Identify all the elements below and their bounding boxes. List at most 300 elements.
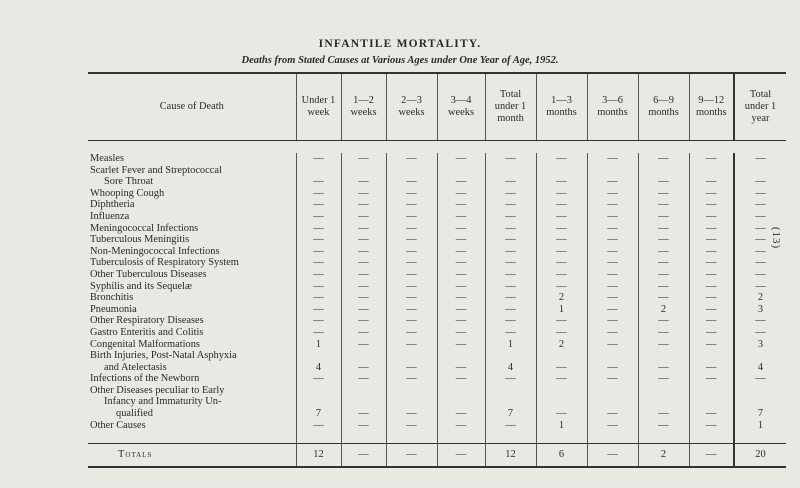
cause-label: Gastro Enteritis and Colitis [90,326,204,338]
cell-value: — [485,304,536,316]
cell-value [689,165,734,177]
cell-value [587,385,638,397]
cause-label: Pneumonia [90,303,137,315]
cause-label: Birth Injuries, Post-Natal Asphyxia [90,350,237,362]
total-value: — [689,444,734,468]
cell-value: — [689,327,734,339]
cause-label: Infancy and Immaturity Un- [104,396,222,408]
cell-value: — [386,339,437,351]
cell-value: — [386,373,437,385]
cell-value: — [341,269,386,281]
cell-value: 7 [296,408,341,420]
cell-value: — [587,362,638,374]
cell-value: — [296,420,341,432]
cell-value: 4 [734,362,786,374]
table-body [88,141,786,468]
cell-value: — [485,257,536,269]
cell-value: — [587,408,638,420]
total-value: 2 [638,444,689,468]
page-subtitle: Deaths from Stated Causes at Various Ages under One Year of Age, 1952. [241,55,559,66]
cell-value: — [734,234,786,246]
cell-value [587,165,638,177]
page-title: INFANTILE MORTALITY. [318,38,482,50]
cell-value: — [638,188,689,200]
cell-value: — [341,223,386,235]
total-value: 6 [536,444,587,468]
cell-value: — [485,315,536,327]
cell-value [341,385,386,397]
cell-value: — [386,420,437,432]
cell-value [536,385,587,397]
cell-value: — [437,153,485,165]
cell-value: — [296,176,341,188]
cell-value [734,350,786,362]
cell-value: — [296,292,341,304]
cell-value: — [296,304,341,316]
cell-value: — [485,327,536,339]
cell-value: — [386,304,437,316]
cell-value: — [386,362,437,374]
cell-value: — [734,281,786,293]
table-row [88,350,786,362]
cell-value: — [437,339,485,351]
cell-value: — [536,327,587,339]
cell-value [638,350,689,362]
cell-value: — [587,199,638,211]
cell-value: — [485,176,536,188]
cell-value: — [386,269,437,281]
cell-value: — [638,223,689,235]
cell-value: — [536,234,587,246]
cell-value: — [341,315,386,327]
total-value: — [587,444,638,468]
cell-value: — [638,257,689,269]
cause-label: Meningococcal Infections [90,222,199,234]
cell-value: — [386,327,437,339]
cell-value: — [734,257,786,269]
cell-value: — [734,327,786,339]
total-value: 12 [485,444,536,468]
cell-value: 7 [734,408,786,420]
cell-value: 3 [734,304,786,316]
cell-value: — [437,373,485,385]
cause-label: Whooping Cough [90,187,165,199]
cell-value: — [587,420,638,432]
cell-value: — [386,199,437,211]
cell-value: — [734,211,786,223]
cause-label: Other Causes [90,419,146,431]
cell-value [536,396,587,408]
cell-value [437,350,485,362]
table-row [88,257,786,269]
cell-value: — [296,315,341,327]
cell-value: — [296,281,341,293]
table-row [88,315,786,327]
cell-value [734,385,786,397]
cell-value: — [587,234,638,246]
cell-value: — [485,281,536,293]
cell-value: — [341,327,386,339]
cell-value: — [437,420,485,432]
cell-value: — [689,188,734,200]
table-row [88,420,786,432]
cell-value [341,396,386,408]
cell-value [296,350,341,362]
cell-value [638,385,689,397]
cell-value: — [587,269,638,281]
cell-value: — [689,211,734,223]
cause-label: Scarlet Fever and Streptococcal [90,164,222,176]
cell-value: 2 [536,339,587,351]
cell-value: — [638,199,689,211]
table-row [88,211,786,223]
cell-value: — [437,315,485,327]
table-row [88,327,786,339]
column-header: 3—4 weeks [437,73,485,141]
cause-label: Sore Throat [104,176,154,188]
cell-value: — [638,315,689,327]
cell-value: — [386,211,437,223]
column-header: Total under 1 month [485,73,536,141]
cell-value: — [536,362,587,374]
cell-value: — [536,269,587,281]
cell-value: — [638,339,689,351]
total-value: 20 [734,444,786,468]
cell-value: 1 [485,339,536,351]
cell-value: — [638,420,689,432]
cause-label: Other Tuberculous Diseases [90,268,207,280]
cell-value: — [296,223,341,235]
cell-value: 4 [296,362,341,374]
cell-value: — [341,211,386,223]
column-header: Total under 1 year [734,73,786,141]
cell-value: — [536,246,587,258]
cell-value: — [689,339,734,351]
cell-value: — [536,281,587,293]
cell-value: — [386,234,437,246]
cell-value: — [587,304,638,316]
cell-value: — [536,199,587,211]
cell-value [485,385,536,397]
cell-value: — [437,327,485,339]
cell-value: — [386,292,437,304]
cell-value: — [638,269,689,281]
total-value: 12 [296,444,341,468]
cell-value: — [485,188,536,200]
cell-value [734,396,786,408]
cell-value: 4 [485,362,536,374]
cell-value: — [587,373,638,385]
cell-value: — [485,246,536,258]
cell-value: — [734,373,786,385]
cell-value: 3 [734,339,786,351]
cell-value [734,165,786,177]
column-header: 9—12 months [689,73,734,141]
cell-value: — [437,223,485,235]
cell-value: — [386,188,437,200]
cell-value: — [341,246,386,258]
cell-value: — [689,315,734,327]
cell-value [386,385,437,397]
cell-value: — [437,257,485,269]
cell-value: 1 [734,420,786,432]
cell-value: — [386,223,437,235]
cell-value: — [689,153,734,165]
cell-value: — [638,327,689,339]
cell-value: — [734,269,786,281]
cell-value: — [638,234,689,246]
cell-value: — [485,199,536,211]
cell-value: — [587,176,638,188]
cell-value [485,165,536,177]
cell-value: — [341,199,386,211]
cell-value: — [485,420,536,432]
cell-value: — [638,246,689,258]
cell-value [485,350,536,362]
cell-value [437,385,485,397]
cell-value: — [296,153,341,165]
cell-value: — [536,257,587,269]
cell-value: — [638,408,689,420]
cell-value: — [386,246,437,258]
cell-value: — [386,153,437,165]
cell-value: — [341,153,386,165]
cell-value: — [587,153,638,165]
cell-value: — [437,269,485,281]
table-row [88,396,786,408]
cell-value: — [341,281,386,293]
cell-value: — [689,246,734,258]
cell-value: — [587,339,638,351]
cell-value [386,165,437,177]
cell-value: — [638,153,689,165]
cell-value: — [485,292,536,304]
table-row [88,269,786,281]
cell-value: — [437,246,485,258]
cell-value: — [341,420,386,432]
cause-label: Tuberculosis of Respiratory System [90,257,239,269]
table-row [88,199,786,211]
cell-value: — [638,362,689,374]
cell-value [638,165,689,177]
cell-value: — [689,176,734,188]
cause-label: Other Diseases peculiar to Early [90,384,225,396]
cell-value: — [689,292,734,304]
cell-value: — [341,257,386,269]
table-row [88,408,786,420]
table-row [88,165,786,177]
cell-value: — [689,269,734,281]
header-row [88,73,786,141]
cause-label: Influenza [90,210,130,222]
table-row [88,281,786,293]
cell-value: — [536,315,587,327]
total-value: — [386,444,437,468]
cell-value: — [437,304,485,316]
cell-value [587,350,638,362]
column-header: 3—6 months [587,73,638,141]
cell-value: — [638,176,689,188]
cell-value: — [587,281,638,293]
table-row [88,339,786,351]
total-value: — [437,444,485,468]
cell-value: — [296,246,341,258]
cause-label: and Atelectasis [104,361,167,373]
cell-value: — [437,281,485,293]
cell-value: — [341,234,386,246]
cell-value: — [485,211,536,223]
cell-value [296,396,341,408]
cell-value: — [689,373,734,385]
cell-value [485,396,536,408]
cell-value: — [536,188,587,200]
totals-row [88,444,786,468]
cell-value: — [689,408,734,420]
cell-value: 2 [638,304,689,316]
cell-value: — [341,188,386,200]
table-row [88,385,786,397]
column-header: 1—2 weeks [341,73,386,141]
cell-value [341,350,386,362]
column-header: Cause of Death [88,73,296,141]
cell-value: — [587,292,638,304]
cell-value: — [341,408,386,420]
table-row [88,153,786,165]
cause-label: Congenital Malformations [90,338,200,350]
cell-value: — [341,373,386,385]
totals-label: Totals [88,444,296,468]
cell-value [341,165,386,177]
cell-value: — [536,153,587,165]
cell-value: — [437,408,485,420]
cell-value: — [689,223,734,235]
cell-value: — [485,373,536,385]
table-row [88,373,786,385]
cell-value: — [536,373,587,385]
cell-value: — [485,153,536,165]
cell-value: — [341,339,386,351]
cell-value: — [341,176,386,188]
cell-value [386,350,437,362]
cell-value [689,350,734,362]
cell-value: — [437,188,485,200]
cell-value [296,385,341,397]
cause-label: Diphtheria [90,199,135,211]
cell-value: — [437,234,485,246]
cell-value: — [689,304,734,316]
cell-value: — [689,199,734,211]
cell-value: — [386,281,437,293]
cell-value: — [734,315,786,327]
cell-value: 2 [734,292,786,304]
cell-value [638,396,689,408]
table-row [88,223,786,235]
cell-value: — [386,408,437,420]
cause-label: Infections of the Newborn [90,373,200,385]
total-value: — [341,444,386,468]
page-number: (13) [770,226,783,250]
cell-value: — [296,327,341,339]
cell-value [689,396,734,408]
cell-value: — [734,176,786,188]
cell-value: — [638,373,689,385]
cell-value: — [536,211,587,223]
cell-value: — [689,362,734,374]
table-row [88,234,786,246]
cell-value: 1 [296,339,341,351]
table-row [88,292,786,304]
cell-value: — [437,211,485,223]
cell-value: — [734,188,786,200]
cell-value: — [689,420,734,432]
cell-value: — [536,408,587,420]
cell-value [437,396,485,408]
cell-value: — [386,257,437,269]
cell-value: — [296,234,341,246]
cell-value: — [638,292,689,304]
cell-value [689,385,734,397]
cell-value: 7 [485,408,536,420]
cell-value: — [296,373,341,385]
cell-value: — [734,246,786,258]
cell-value: — [296,199,341,211]
cell-value: 1 [536,420,587,432]
cell-value: — [734,199,786,211]
cell-value: — [296,188,341,200]
cell-value: — [587,223,638,235]
cell-value: — [485,234,536,246]
cell-value: — [437,292,485,304]
cell-value: — [437,362,485,374]
column-header: 6—9 months [638,73,689,141]
cell-value: — [587,188,638,200]
column-header: 2—3 weeks [386,73,437,141]
cell-value: — [386,315,437,327]
cell-value: — [638,281,689,293]
cell-value: — [638,211,689,223]
column-header: Under 1 week [296,73,341,141]
cell-value: — [437,199,485,211]
cell-value: — [587,315,638,327]
cell-value: — [734,223,786,235]
cell-value [437,165,485,177]
cell-value: — [536,223,587,235]
cell-value [536,350,587,362]
cause-label: Bronchitis [90,292,134,304]
cell-value: — [485,269,536,281]
table-row [88,176,786,188]
cell-value: — [689,257,734,269]
cell-value: — [341,292,386,304]
cell-value: — [341,304,386,316]
table-row [88,246,786,258]
cause-label: Non-Meningococcal Infections [90,245,220,257]
cell-value: — [296,257,341,269]
cause-label: Syphilis and its Sequelæ [90,280,192,292]
table-row [88,304,786,316]
cell-value [296,165,341,177]
cell-value: — [587,211,638,223]
cell-value [386,396,437,408]
cell-value: — [485,223,536,235]
cell-value: — [341,362,386,374]
cause-label: Measles [90,153,125,164]
cell-value: — [587,257,638,269]
cell-value: — [296,211,341,223]
cause-label: Other Respiratory Diseases [90,315,204,327]
cell-value: — [689,234,734,246]
cell-value: — [296,269,341,281]
